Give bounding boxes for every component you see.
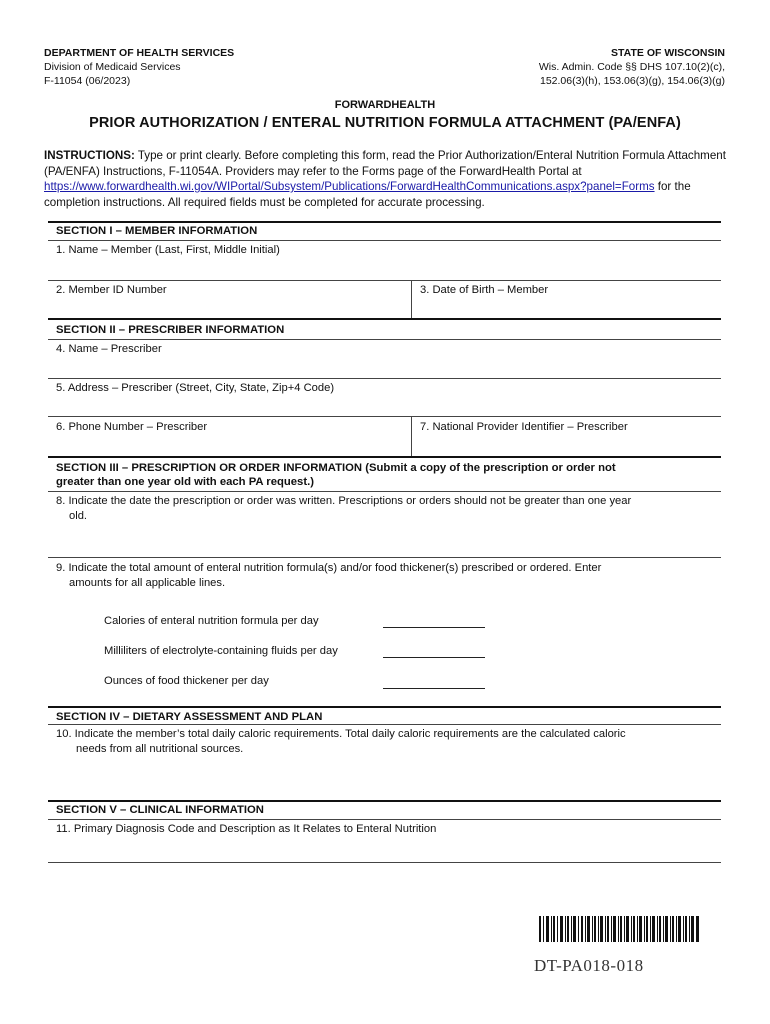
section2-header-rule <box>48 339 721 340</box>
section5-title: SECTION V – CLINICAL INFORMATION <box>56 804 264 816</box>
member-dob-field[interactable] <box>412 298 721 318</box>
total-amount-label-line2: amounts for all applicable lines. <box>69 577 226 589</box>
milliliters-input-line[interactable] <box>383 657 485 658</box>
section4-top-rule <box>48 706 721 708</box>
section1-top-rule <box>48 221 721 223</box>
admin-code-line1: Wis. Admin. Code §§ DHS 107.10(2)(c), <box>538 61 725 73</box>
prescriber-address-field[interactable] <box>48 396 721 416</box>
calories-input-line[interactable] <box>383 627 485 628</box>
row1-rule <box>48 280 721 281</box>
ounces-input-line[interactable] <box>383 688 485 689</box>
rx-date-field[interactable] <box>48 528 721 557</box>
prescriber-phone-label: 6. Phone Number – Prescriber <box>56 421 208 433</box>
prescriber-npi-label: 7. National Provider Identifier – Prescriber <box>420 421 628 433</box>
instructions <box>44 148 726 210</box>
caloric-requirements-line2: needs from all nutritional sources. <box>76 743 244 755</box>
caloric-requirements-label <box>56 727 626 757</box>
header-left <box>44 46 234 88</box>
calories-label: Calories of enteral nutrition formula per day <box>104 615 319 627</box>
section2-title: SECTION II – PRESCRIBER INFORMATION <box>56 324 285 336</box>
section3-title <box>56 461 616 489</box>
instructions-text1: Type or print clearly. Before completing this form, read the Prior Authorization/Enteral Nutrition Formula Attachment (PA/ENFA) Instructions, F-11054A. Providers may refer to the Forms page of the ForwardHealth Portal at <box>44 149 726 178</box>
section5-header-rule <box>48 819 721 820</box>
prescriber-address-label: 5. Address – Prescriber (Street, City, State, Zip+4 Code) <box>56 382 335 394</box>
row8-rule <box>48 557 721 558</box>
row4-rule <box>48 378 721 379</box>
milliliters-label: Milliliters of electrolyte-containing fluids per day <box>104 645 338 657</box>
instructions-label: INSTRUCTIONS: <box>44 149 135 162</box>
section3-top-rule <box>48 456 721 458</box>
caloric-requirements-field[interactable] <box>48 760 721 800</box>
section3-title-line1: SECTION III – PRESCRIPTION OR ORDER INFORMATION (Submit a copy of the prescription or order not <box>56 462 616 474</box>
section5-top-rule <box>48 800 721 802</box>
form-barcode <box>539 916 699 942</box>
member-name-field[interactable] <box>48 258 721 280</box>
section1-header-rule <box>48 240 721 241</box>
section2-top-rule <box>48 318 721 320</box>
ounces-label: Ounces of food thickener per day <box>104 675 269 687</box>
caloric-requirements-line1: 10. Indicate the member’s total daily caloric requirements. Total daily caloric requirements are the calculated caloric <box>56 728 626 740</box>
member-dob-label: 3. Date of Birth – Member <box>420 284 549 296</box>
rx-date-label-line2: old. <box>69 510 88 522</box>
section3-title-line2: greater than one year old with each PA request.) <box>56 476 315 488</box>
section4-title: SECTION IV – DIETARY ASSESSMENT AND PLAN <box>56 711 323 723</box>
total-amount-label-line1: 9. Indicate the total amount of enteral nutrition formula(s) and/or food thickener(s) prescribed or ordered. Enter <box>56 562 602 574</box>
member-id-field[interactable] <box>48 298 410 318</box>
total-amount-label <box>56 561 601 591</box>
rx-date-label <box>56 494 631 524</box>
rx-date-label-line1: 8. Indicate the date the prescription or order was written. Prescriptions or orders should not be greater than one year <box>56 495 632 507</box>
diagnosis-field[interactable] <box>48 838 721 862</box>
header-right <box>539 46 725 88</box>
agency-name: DEPARTMENT OF HEALTH SERVICES <box>44 47 235 59</box>
prescriber-phone-field[interactable] <box>48 435 410 456</box>
state-name: STATE OF WISCONSIN <box>611 47 725 59</box>
member-id-label: 2. Member ID Number <box>56 284 167 296</box>
member-name-label: 1. Name – Member (Last, First, Middle Initial) <box>56 244 280 256</box>
section3-header-rule <box>48 491 721 492</box>
form-id: F-11054 (06/2023) <box>44 75 131 87</box>
forms-portal-link[interactable]: https://www.forwardhealth.wi.gov/WIPortal/Subsystem/Publications/ForwardHealthCommunications.aspx?panel=Forms <box>44 180 655 193</box>
prescriber-name-label: 4. Name – Prescriber <box>56 343 162 355</box>
program-title: FORWARDHEALTH <box>334 99 436 111</box>
diagnosis-label: 11. Primary Diagnosis Code and Description as It Relates to Enteral Nutrition <box>56 823 437 835</box>
instructions-text2: for the completion instructions. All required fields must be completed for accurate processing. <box>44 180 691 209</box>
prescriber-name-field[interactable] <box>48 357 721 378</box>
row5-rule <box>48 416 721 417</box>
section4-header-rule <box>48 724 721 725</box>
form-code: DT-PA018-018 <box>534 956 644 975</box>
section5-bottom-rule <box>48 862 721 863</box>
admin-code-line2: 152.06(3)(h), 153.06(3)(g), 154.06(3)(g) <box>539 75 725 87</box>
division-name: Division of Medicaid Services <box>44 61 181 73</box>
section1-title: SECTION I – MEMBER INFORMATION <box>56 225 258 237</box>
prescriber-npi-field[interactable] <box>412 435 721 456</box>
form-title: PRIOR AUTHORIZATION / ENTERAL NUTRITION FORMULA ATTACHMENT (PA/ENFA) <box>89 115 681 131</box>
